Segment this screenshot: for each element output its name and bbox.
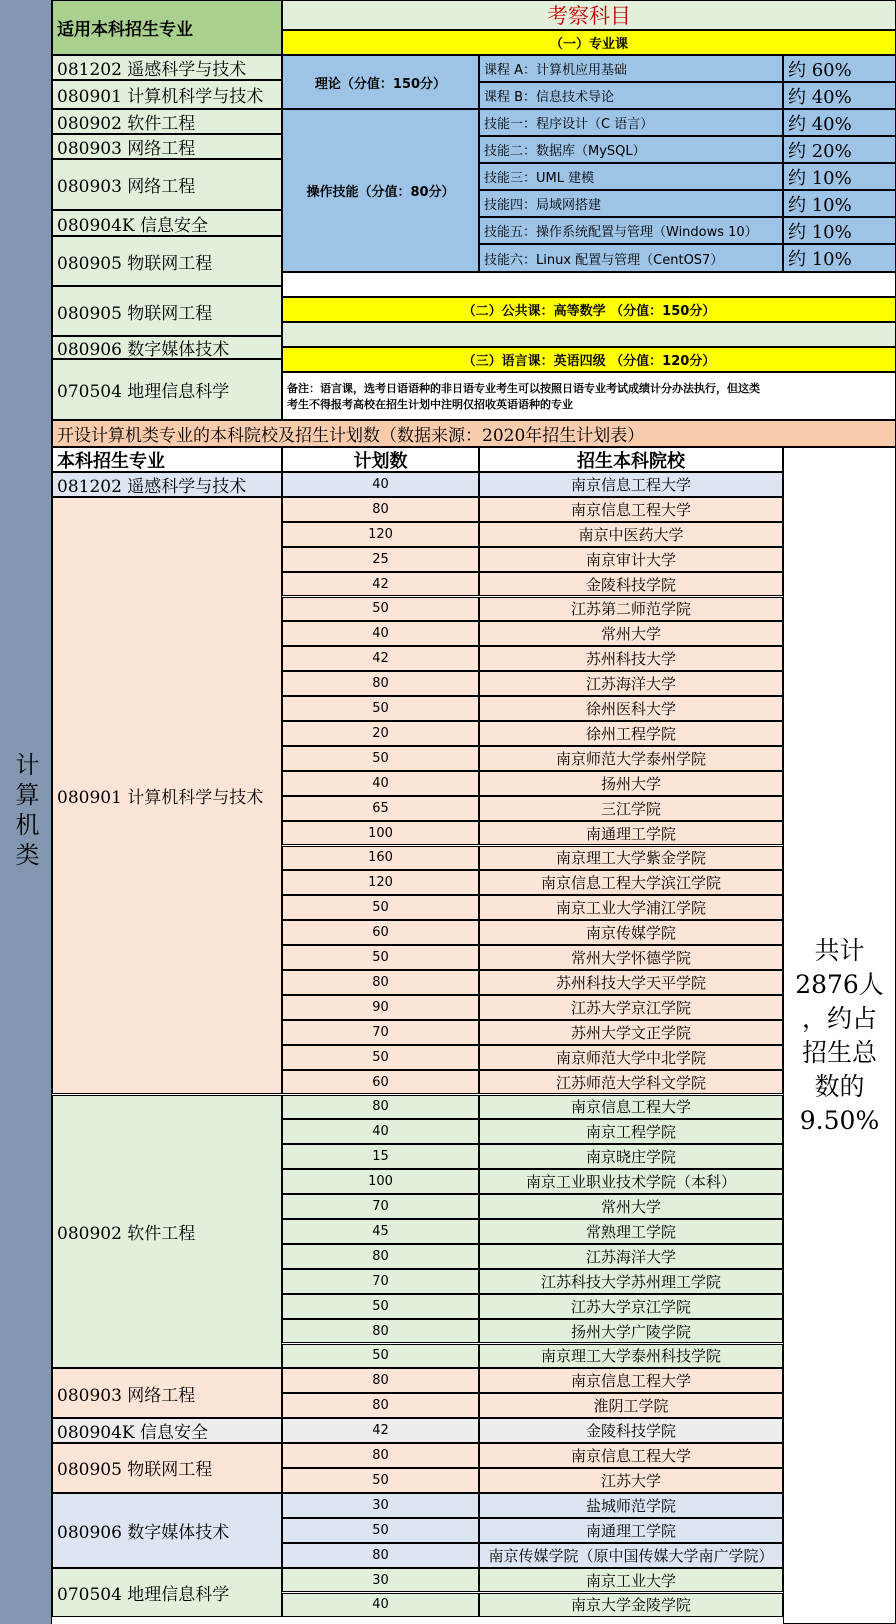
- plan-count-cell: 30: [282, 1493, 479, 1518]
- plan-school-cell: 南京工业大学: [479, 1568, 783, 1593]
- plan-school-cell: 南京信息工程大学: [479, 497, 783, 522]
- sidebar: [0, 0, 52, 1624]
- plan-count-cell: 50: [282, 945, 479, 970]
- plan-school-cell: 南京理工大学紫金学院: [479, 846, 783, 871]
- plan-count-cell: 40: [282, 1119, 479, 1144]
- plan-school-cell: 南京晓庄学院: [479, 1144, 783, 1169]
- plan-school-cell: 江苏大学京江学院: [479, 995, 783, 1020]
- major-top-item: 080901 计算机科学与技术: [52, 80, 282, 109]
- plan-school-cell: 扬州大学广陵学院: [479, 1319, 783, 1344]
- exam-title: 考察科目: [282, 0, 896, 30]
- major-top-item: 081202 遥感科学与技术: [52, 55, 282, 80]
- plan-count-cell: 40: [282, 621, 479, 646]
- plan-school-cell: 南京信息工程大学滨江学院: [479, 870, 783, 895]
- plan-school-cell: 南京信息工程大学: [479, 1368, 783, 1393]
- plan-count-cell: 70: [282, 1269, 479, 1294]
- plan-count-cell: 42: [282, 572, 479, 597]
- plan-count-cell: 50: [282, 1294, 479, 1319]
- plan-school-cell: 南京工程学院: [479, 1119, 783, 1144]
- plan-school-cell: 江苏大学: [479, 1468, 783, 1493]
- plan-count-cell: 120: [282, 870, 479, 895]
- plan-count-cell: 40: [282, 472, 479, 497]
- theory-course-name: 课程 A：计算机应用基础: [479, 55, 783, 82]
- plan-school-cell: 南京信息工程大学: [479, 1095, 783, 1120]
- plan-school-cell: 南京传媒学院: [479, 920, 783, 945]
- major-top-item: 080905 物联网工程: [52, 236, 282, 286]
- plan-school-cell: 南京传媒学院（原中国传媒大学南广学院）: [479, 1543, 783, 1568]
- plan-major-cell: 080902 软件工程: [52, 1095, 282, 1369]
- plan-count-cell: 80: [282, 1244, 479, 1269]
- plan-count-cell: 80: [282, 671, 479, 696]
- plan-school-cell: 常州大学: [479, 621, 783, 646]
- plan-header-major: 本科招生专业: [52, 447, 282, 472]
- skill-name: 技能一：程序设计（C 语言）: [479, 109, 783, 136]
- plan-major-cell: 070504 地理信息科学: [52, 1568, 282, 1618]
- plan-count-cell: 70: [282, 1194, 479, 1219]
- plan-count-cell: 50: [282, 1344, 479, 1369]
- total-note-line: 招生总: [801, 1037, 877, 1067]
- theory-label: 理论（分值：150分）: [282, 55, 479, 109]
- plan-major-cell: 080906 数字媒体技术: [52, 1493, 282, 1568]
- majors-header: 适用本科招生专业: [52, 0, 282, 55]
- plan-count-cell: 42: [282, 646, 479, 671]
- plan-count-cell: 40: [282, 1593, 479, 1618]
- plan-count-cell: 50: [282, 1045, 479, 1070]
- plan-major-cell: 081202 遥感科学与技术: [52, 472, 282, 497]
- plan-school-cell: 扬州大学: [479, 771, 783, 796]
- plan-count-cell: 50: [282, 1468, 479, 1493]
- plan-count-cell: 15: [282, 1144, 479, 1169]
- plan-count-cell: 60: [282, 1070, 479, 1095]
- plan-major-cell: 080904K 信息安全: [52, 1418, 282, 1443]
- skill-name: 技能五：操作系统配置与管理（Windows 10）: [479, 217, 783, 244]
- major-top-item: 080903 网络工程: [52, 159, 282, 210]
- plan-count-cell: 50: [282, 597, 479, 622]
- plan-school-cell: 苏州大学文正学院: [479, 1020, 783, 1045]
- skill-pct: 约 20%: [783, 136, 896, 163]
- blank-row: [282, 272, 896, 297]
- theory-course-name: 课程 B：信息技术导论: [479, 82, 783, 109]
- plan-count-cell: 80: [282, 497, 479, 522]
- plan-count-cell: 80: [282, 1393, 479, 1418]
- skill-name: 技能六：Linux 配置与管理（CentOS7）: [479, 244, 783, 272]
- plan-school-cell: 南通理工学院: [479, 821, 783, 846]
- plan-count-cell: 45: [282, 1219, 479, 1244]
- plan-count-cell: 80: [282, 1319, 479, 1344]
- plan-count-cell: 80: [282, 1443, 479, 1468]
- plan-school-cell: 苏州科技大学天平学院: [479, 970, 783, 995]
- plan-school-cell: 南通理工学院: [479, 1518, 783, 1543]
- plan-count-cell: 60: [282, 920, 479, 945]
- plan-school-cell: 金陵科技学院: [479, 1418, 783, 1443]
- skill-pct: 约 10%: [783, 190, 896, 217]
- note-line-2: 考生不得报考高校在招生计划中注明仅招收英语语种的专业: [287, 398, 573, 411]
- plan-school-cell: 南京工业大学浦江学院: [479, 895, 783, 920]
- plan-school-cell: 南京大学金陵学院: [479, 1593, 783, 1618]
- plan-count-cell: 50: [282, 895, 479, 920]
- plan-school-cell: 苏州科技大学: [479, 646, 783, 671]
- total-note-line: 数的: [814, 1071, 865, 1101]
- plan-school-cell: 南京信息工程大学: [479, 1443, 783, 1468]
- plan-count-cell: 20: [282, 721, 479, 746]
- total-note-line: 2876人: [795, 969, 884, 999]
- plan-count-cell: 80: [282, 1095, 479, 1120]
- plan-school-cell: 江苏科技大学苏州理工学院: [479, 1269, 783, 1294]
- plan-count-cell: 160: [282, 846, 479, 871]
- plan-title: 开设计算机类专业的本科院校及招生计划数（数据来源：2020年招生计划表）: [52, 420, 896, 447]
- skill-pct: 约 10%: [783, 217, 896, 244]
- plan-school-cell: 江苏第二师范学院: [479, 597, 783, 622]
- note-box: [282, 372, 896, 420]
- theory-course-pct: 约 60%: [783, 55, 896, 82]
- total-note-line: 9.50%: [799, 1105, 880, 1135]
- plan-school-cell: 徐州医科大学: [479, 696, 783, 721]
- plan-major-cell: 080905 物联网工程: [52, 1443, 282, 1493]
- plan-count-cell: 25: [282, 547, 479, 572]
- plan-school-cell: 淮阴工学院: [479, 1393, 783, 1418]
- plan-count-cell: 42: [282, 1418, 479, 1443]
- plan-count-cell: 80: [282, 970, 479, 995]
- section-language: （三）语言课：英语四级 （分值：120分）: [282, 347, 896, 372]
- plan-school-cell: 南京审计大学: [479, 547, 783, 572]
- plan-header-count: 计划数: [282, 447, 479, 472]
- plan-count-cell: 65: [282, 796, 479, 821]
- skill-pct: 约 40%: [783, 109, 896, 136]
- plan-school-cell: 江苏海洋大学: [479, 1244, 783, 1269]
- plan-major-cell: 080903 网络工程: [52, 1368, 282, 1418]
- total-note-column: [783, 447, 896, 1624]
- plan-school-cell: 徐州工程学院: [479, 721, 783, 746]
- plan-header-school: 招生本科院校: [479, 447, 783, 472]
- total-note-line: ，约占: [801, 1003, 877, 1033]
- plan-count-cell: 50: [282, 696, 479, 721]
- skill-name: 技能四：局域网搭建: [479, 190, 783, 217]
- plan-school-cell: 南京理工大学泰州科技学院: [479, 1344, 783, 1369]
- plan-school-cell: 常熟理工学院: [479, 1219, 783, 1244]
- plan-school-cell: 江苏师范大学科文学院: [479, 1070, 783, 1095]
- total-note-line: 共计: [814, 935, 865, 965]
- plan-school-cell: 南京工业职业技术学院（本科）: [479, 1169, 783, 1194]
- plan-count-cell: 80: [282, 1543, 479, 1568]
- plan-school-cell: 常州大学怀德学院: [479, 945, 783, 970]
- major-top-item: 070504 地理信息科学: [52, 359, 282, 420]
- total-note: [795, 934, 884, 1138]
- plan-school-cell: 南京师范大学泰州学院: [479, 746, 783, 771]
- note-line-1: 备注：语言课，选考日语语种的非日语专业考生可以按照日语专业考试成绩计分办法执行，但这类: [287, 382, 760, 395]
- major-top-item: 080904K 信息安全: [52, 210, 282, 236]
- skill-pct: 约 10%: [783, 163, 896, 190]
- plan-count-cell: 80: [282, 1368, 479, 1393]
- plan-school-cell: 盐城师范学院: [479, 1493, 783, 1518]
- blank-row-2: [282, 322, 896, 347]
- plan-school-cell: 江苏大学京江学院: [479, 1294, 783, 1319]
- skill-name: 技能三：UML 建模: [479, 163, 783, 190]
- plan-count-cell: 50: [282, 746, 479, 771]
- plan-school-cell: 南京信息工程大学: [479, 472, 783, 497]
- plan-count-cell: 100: [282, 821, 479, 846]
- sidebar-label: 计算机类: [11, 752, 39, 872]
- plan-major-cell: 080901 计算机科学与技术: [52, 497, 282, 1095]
- major-top-item: 080905 物联网工程: [52, 286, 282, 336]
- plan-count-cell: 40: [282, 771, 479, 796]
- plan-count-cell: 30: [282, 1568, 479, 1593]
- plan-school-cell: 南京中医药大学: [479, 522, 783, 547]
- plan-school-cell: 常州大学: [479, 1194, 783, 1219]
- plan-school-cell: 南京师范大学中北学院: [479, 1045, 783, 1070]
- theory-course-pct: 约 40%: [783, 82, 896, 109]
- skill-pct: 约 10%: [783, 244, 896, 272]
- plan-count-cell: 120: [282, 522, 479, 547]
- skill-name: 技能二：数据库（MySQL）: [479, 136, 783, 163]
- plan-count-cell: 90: [282, 995, 479, 1020]
- plan-count-cell: 50: [282, 1518, 479, 1543]
- plan-school-cell: 江苏海洋大学: [479, 671, 783, 696]
- major-top-item: 080906 数字媒体技术: [52, 336, 282, 359]
- plan-count-cell: 100: [282, 1169, 479, 1194]
- major-top-item: 080902 软件工程: [52, 109, 282, 134]
- section-public: （二）公共课：高等数学 （分值：150分）: [282, 297, 896, 322]
- skills-label: 操作技能（分值：80分）: [282, 109, 479, 272]
- plan-school-cell: 金陵科技学院: [479, 572, 783, 597]
- plan-count-cell: 70: [282, 1020, 479, 1045]
- section-professional: （一）专业课: [282, 30, 896, 55]
- major-top-item: 080903 网络工程: [52, 134, 282, 159]
- plan-school-cell: 三江学院: [479, 796, 783, 821]
